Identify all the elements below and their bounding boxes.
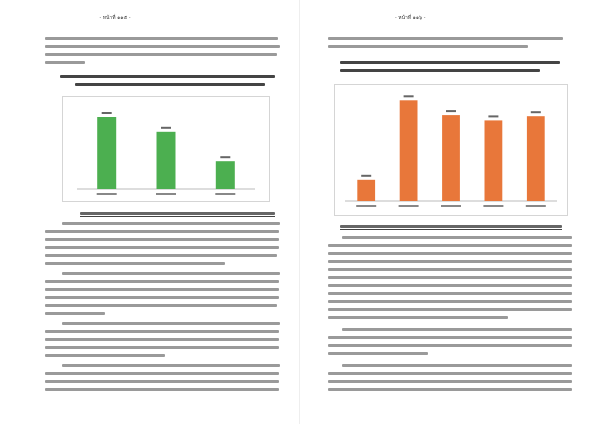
data-label (404, 95, 414, 97)
text-line (328, 336, 572, 339)
data-label (220, 156, 230, 158)
text-line (62, 272, 280, 275)
text-line (45, 288, 279, 291)
text-line (328, 316, 508, 319)
text-line (45, 37, 278, 40)
left-chart (62, 96, 270, 202)
text-line (328, 292, 572, 295)
text-line (45, 230, 279, 233)
text-line (45, 238, 279, 241)
text-line (328, 252, 572, 255)
data-label (361, 175, 371, 177)
category-label (526, 205, 546, 207)
category-label (97, 193, 117, 195)
text-line (45, 45, 280, 48)
text-line (328, 388, 572, 391)
chart-bar (527, 116, 545, 201)
chart-bar (157, 132, 176, 189)
chart-caption (75, 83, 265, 86)
text-line (45, 346, 279, 349)
text-line (62, 222, 280, 225)
text-line (328, 244, 572, 247)
text-line (45, 304, 277, 307)
text-line (45, 330, 279, 333)
data-label (446, 110, 456, 112)
chart-bar (400, 100, 418, 201)
data-label (102, 112, 112, 114)
section-subheading (340, 225, 562, 228)
right-page-header: - หน้าที่ ๑๑๖ - (395, 15, 426, 21)
left-page-header: - หน้าที่ ๑๑๕ - (99, 15, 131, 21)
text-line (45, 61, 85, 64)
category-label (399, 205, 419, 207)
chart-bar (485, 120, 503, 201)
category-label (156, 193, 176, 195)
text-line (45, 296, 279, 299)
text-line (328, 284, 572, 287)
text-line (328, 37, 563, 40)
text-line (342, 236, 572, 239)
category-label (441, 205, 461, 207)
text-line (45, 280, 279, 283)
category-label (356, 205, 376, 207)
chart-caption (340, 61, 560, 64)
text-line (45, 254, 277, 257)
text-line (45, 380, 279, 383)
text-line (45, 246, 279, 249)
text-line (328, 344, 572, 347)
text-line (328, 260, 572, 263)
section-subheading (80, 212, 275, 215)
right-bar-chart (335, 85, 567, 215)
text-line (328, 268, 572, 271)
text-line (45, 388, 279, 391)
subheading-underline (340, 229, 562, 230)
subheading-underline (80, 216, 275, 217)
left-bar-chart (63, 97, 269, 201)
data-label (488, 115, 498, 117)
text-line (62, 364, 280, 367)
data-label (531, 111, 541, 113)
text-line (45, 338, 279, 341)
right-chart (334, 84, 568, 216)
chart-bar (442, 115, 460, 201)
chart-bar (97, 117, 116, 189)
text-line (45, 53, 277, 56)
category-label (483, 205, 503, 207)
text-line (342, 328, 572, 331)
text-line (328, 380, 572, 383)
text-line (45, 354, 165, 357)
text-line (45, 262, 225, 265)
chart-caption (340, 69, 540, 72)
right-page (300, 0, 600, 424)
text-line (328, 308, 572, 311)
text-line (342, 364, 572, 367)
data-label (161, 127, 171, 129)
text-line (328, 45, 528, 48)
chart-bar (357, 180, 375, 201)
text-line (45, 372, 279, 375)
text-line (328, 372, 572, 375)
chart-bar (216, 161, 235, 189)
text-line (328, 276, 572, 279)
chart-caption (60, 75, 275, 78)
text-line (45, 312, 105, 315)
category-label (215, 193, 235, 195)
text-line (328, 300, 572, 303)
text-line (328, 352, 428, 355)
text-line (62, 322, 280, 325)
